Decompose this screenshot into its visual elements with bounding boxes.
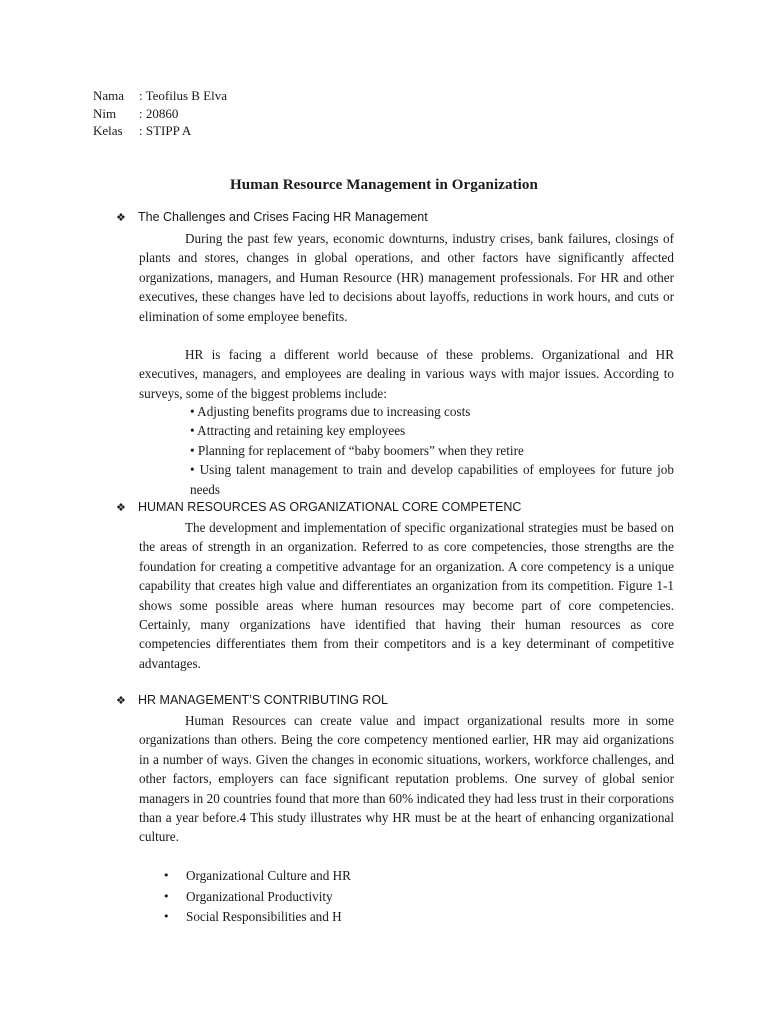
paragraph — [139, 711, 674, 847]
info-row-kelas — [93, 122, 227, 140]
section-heading-text: The Challenges and Crises Facing HR Management — [138, 210, 428, 224]
list-item — [163, 866, 351, 887]
list-item-text: Organizational Productivity — [186, 888, 333, 904]
paragraph-text: During the past few years, economic downturns, industry crises, bank failures, closings of plants and stores, changes in global operations, and other factors have significantly affected organizations, managers, and Human Resource (HR) management professionals. For HR and other executives, these changes have led to decisions about layoffs, reductions in work hours, and cuts or elimination of some employee benefits. — [139, 231, 674, 324]
list-item: • Attracting and retaining key employees — [190, 423, 406, 439]
paragraph — [139, 518, 674, 673]
info-label: Nim — [93, 105, 117, 121]
diamond-bullet-icon: ❖ — [116, 500, 126, 514]
info-label: Nama — [93, 88, 125, 103]
paragraph-text: The development and implementation of specific organizational strategies must be based on the areas of strength in an organization. Referred to as core competencies, those strengths are the foundation for creating a competitive advantage for an organization. A core competency is a unique capability that creates high value and differentiates an organization from its competition. Figure 1-1 shows some possible areas where human resources may become part of core competencies. Certainly, many organizations have identified that having their human resources as core competencies differentiates them from their competitors and is a key determinant of competitive advantages. — [139, 520, 674, 671]
hr-topics-list — [163, 866, 351, 928]
section-heading-text: HR MANAGEMENT’S CONTRIBUTING ROL — [138, 693, 389, 707]
section-heading-core-competenc — [116, 500, 521, 514]
student-info — [93, 87, 227, 140]
section-heading-text: HUMAN RESOURCES AS ORGANIZATIONAL CORE COMPETENC — [138, 500, 522, 514]
info-value: : STIPP A — [139, 123, 192, 138]
problems-list — [190, 402, 674, 499]
list-item-text: Organizational Culture and HR — [186, 868, 351, 883]
list-item-text: Social Responsibilities and H — [186, 909, 342, 924]
info-row-nim — [93, 105, 227, 123]
list-item: • Planning for replacement of “baby boomers” when they retire — [190, 442, 524, 458]
paragraph — [139, 229, 674, 326]
info-row-nama — [93, 87, 227, 105]
paragraph — [139, 345, 674, 403]
diamond-bullet-icon: ❖ — [116, 693, 126, 707]
paragraph-text: Human Resources can create value and impact organizational results more in some organizations than others. Being the core competency mentioned earlier, HR may aid organizations in a number of ways. Given the changes in economic situations, workers, workforce challenges, and other factors, employers can face significant reputation problems. One survey of global senior managers in 20 countries found that more than 60% indicated they had less trust in their corporations than a year before.4 This study illustrates why HR must be at the heart of enhancing organizational culture. — [139, 713, 674, 845]
list-item — [163, 907, 351, 928]
diamond-bullet-icon: ❖ — [116, 210, 126, 224]
section-heading-contributing-rol — [116, 693, 388, 707]
bullet-icon: • — [163, 889, 170, 903]
info-label: Kelas — [93, 123, 123, 138]
bullet-icon: • — [163, 869, 170, 882]
info-value: : Teofilus B Elva — [139, 88, 228, 103]
list-item: • Adjusting benefits programs due to increasing costs — [190, 404, 471, 419]
document-title: Human Resource Management in Organization — [230, 177, 538, 193]
bullet-icon: • — [163, 910, 170, 923]
section-heading-challenges — [116, 210, 428, 224]
list-item — [163, 887, 351, 908]
info-value: : 20860 — [139, 105, 179, 121]
paragraph-text: HR is facing a different world because of these problems. Organizational and HR executives, managers, and employees are dealing in various ways with major issues. According to surveys, some of the biggest problems include: — [139, 347, 674, 401]
list-item: • Using talent management to train and develop capabilities of employees for future job needs — [190, 462, 674, 497]
